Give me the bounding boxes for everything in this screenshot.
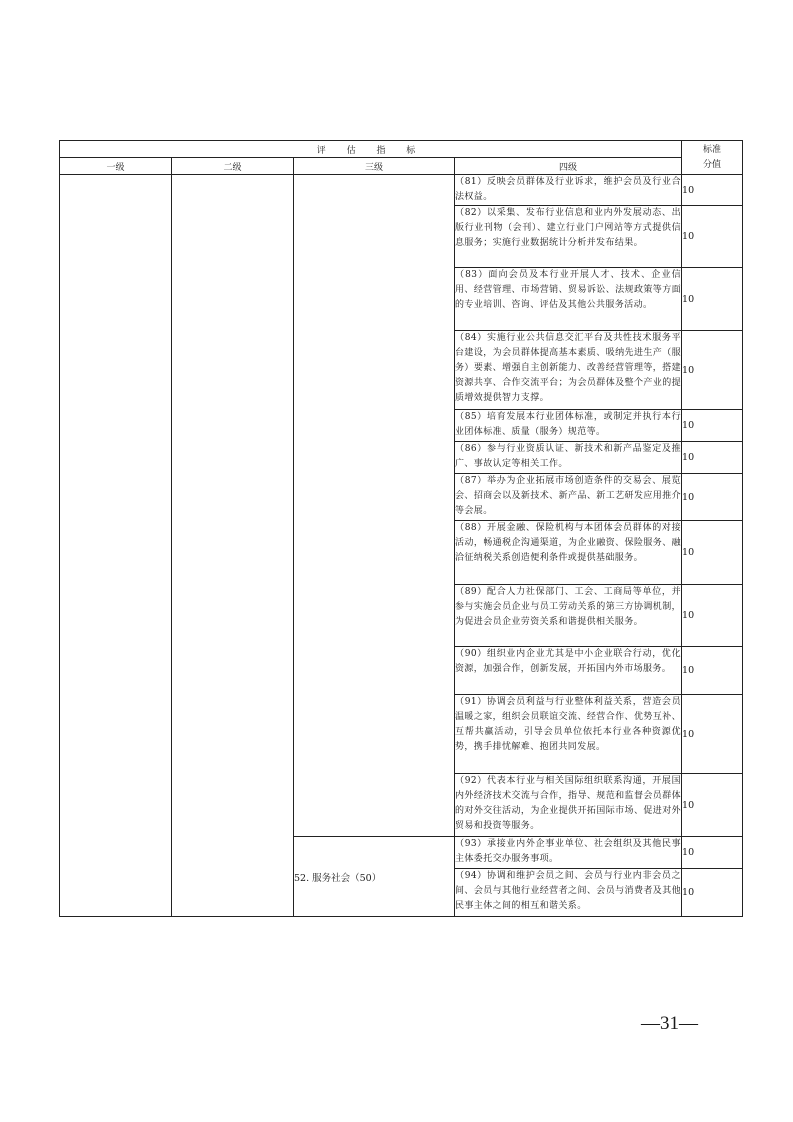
item-82: （82）以采集、发布行业信息和业内外发展动态、出版行业刊物（会刊）、建立行业门户网站等方式提供信息服务；实施行业数据统计分析并发布结果。 — [455, 206, 682, 268]
item-91: （91）协调会员利益与行业整体利益关系，营造会员温暖之家，组织会员联谊交流、经营合作、优势互补、互帮共赢活动，引导会员单位依托本行业各种资源优势，携手排忧解难、抱团共同发展。 — [455, 695, 682, 774]
score-91: 10 — [682, 695, 743, 774]
score-93: 10 — [682, 837, 743, 869]
score-92: 10 — [682, 774, 743, 837]
score-90: 10 — [682, 647, 743, 695]
item-81: （81）反映会员群体及行业诉求，维护会员及行业合法权益。 — [455, 175, 682, 206]
score-87: 10 — [682, 474, 743, 521]
header-level-4: 四级 — [455, 158, 682, 175]
item-89: （89）配合人力社保部门、工会、工商局等单位，并参与实施会员企业与员工劳动关系的第三方协调机制，为促进会员企业劳资关系和谐提供相关服务。 — [455, 585, 682, 647]
item-83: （83）面向会员及本行业开展人才、技术、企业信用、经营管理、市场营销、贸易诉讼、法规政策等方面的专业培训、咨询、评估及其他公共服务活动。 — [455, 268, 682, 331]
item-94: （94）协调和维护会员之间、会员与行业内非会员之间、会员与其他行业经营者之间、会员与消费者及其他民事主体之间的相互和谐关系。 — [455, 869, 682, 917]
score-88: 10 — [682, 521, 743, 585]
header-level-1: 一级 — [60, 158, 172, 175]
level-3-empty-cell — [294, 175, 455, 837]
item-88: （88）开展金融、保险机构与本团体会员群体的对接活动，畅通税企沟通渠道，为企业融资、保险服务、融洽征纳税关系创造便利条件或提供基础服务。 — [455, 521, 682, 585]
evaluation-table — [59, 140, 743, 917]
score-89: 10 — [682, 585, 743, 647]
item-90: （90）组织业内企业尤其是中小企业联合行动，优化资源，加强合作，创新发展，开拓国内外市场服务。 — [455, 647, 682, 695]
item-85: （85）培育发展本行业团体标准，或制定并执行本行业团体标准、质量（服务）规范等。 — [455, 410, 682, 442]
header-level-2: 二级 — [172, 158, 294, 175]
page-number: —31— — [641, 1013, 698, 1034]
item-84: （84）实施行业公共信息交汇平台及共性技术服务平台建设，为会员群体提高基本素质、吸纳先进生产（服务）要素、增强自主创新能力、改善经营管理等，搭建资源共享、合作交流平台；为会员群体及整个产业的提质增效提供智力支撑。 — [455, 331, 682, 410]
score-81: 10 — [682, 175, 743, 206]
score-84: 10 — [682, 331, 743, 410]
level-2-cell — [172, 175, 294, 917]
level-3-item-52: 52. 服务社会（50） — [294, 837, 455, 917]
header-level-3: 三级 — [294, 158, 455, 175]
score-82: 10 — [682, 206, 743, 268]
score-83: 10 — [682, 268, 743, 331]
score-94: 10 — [682, 869, 743, 917]
item-87: （87）举办为企业拓展市场创造条件的交易会、展览会、招商会以及新技术、新产品、新工艺研发应用推介等会展。 — [455, 474, 682, 521]
score-85: 10 — [682, 410, 743, 442]
item-93: （93）承接业内外企事业单位、社会组织及其他民事主体委托交办服务事项。 — [455, 837, 682, 869]
item-86: （86）参与行业资质认证、新技术和新产品鉴定及推广、事故认定等相关工作。 — [455, 442, 682, 474]
header-title: 评 估 指 标 — [60, 141, 682, 158]
header-standard-score: 标准 分值 — [682, 141, 743, 175]
item-92: （92）代表本行业与相关国际组织联系沟通，开展国内外经济技术交流与合作，指导、规范和监督会员群体的对外交往活动，为企业提供开拓国际市场、促进对外贸易和投资等服务。 — [455, 774, 682, 837]
level-1-cell — [60, 175, 172, 917]
score-86: 10 — [682, 442, 743, 474]
